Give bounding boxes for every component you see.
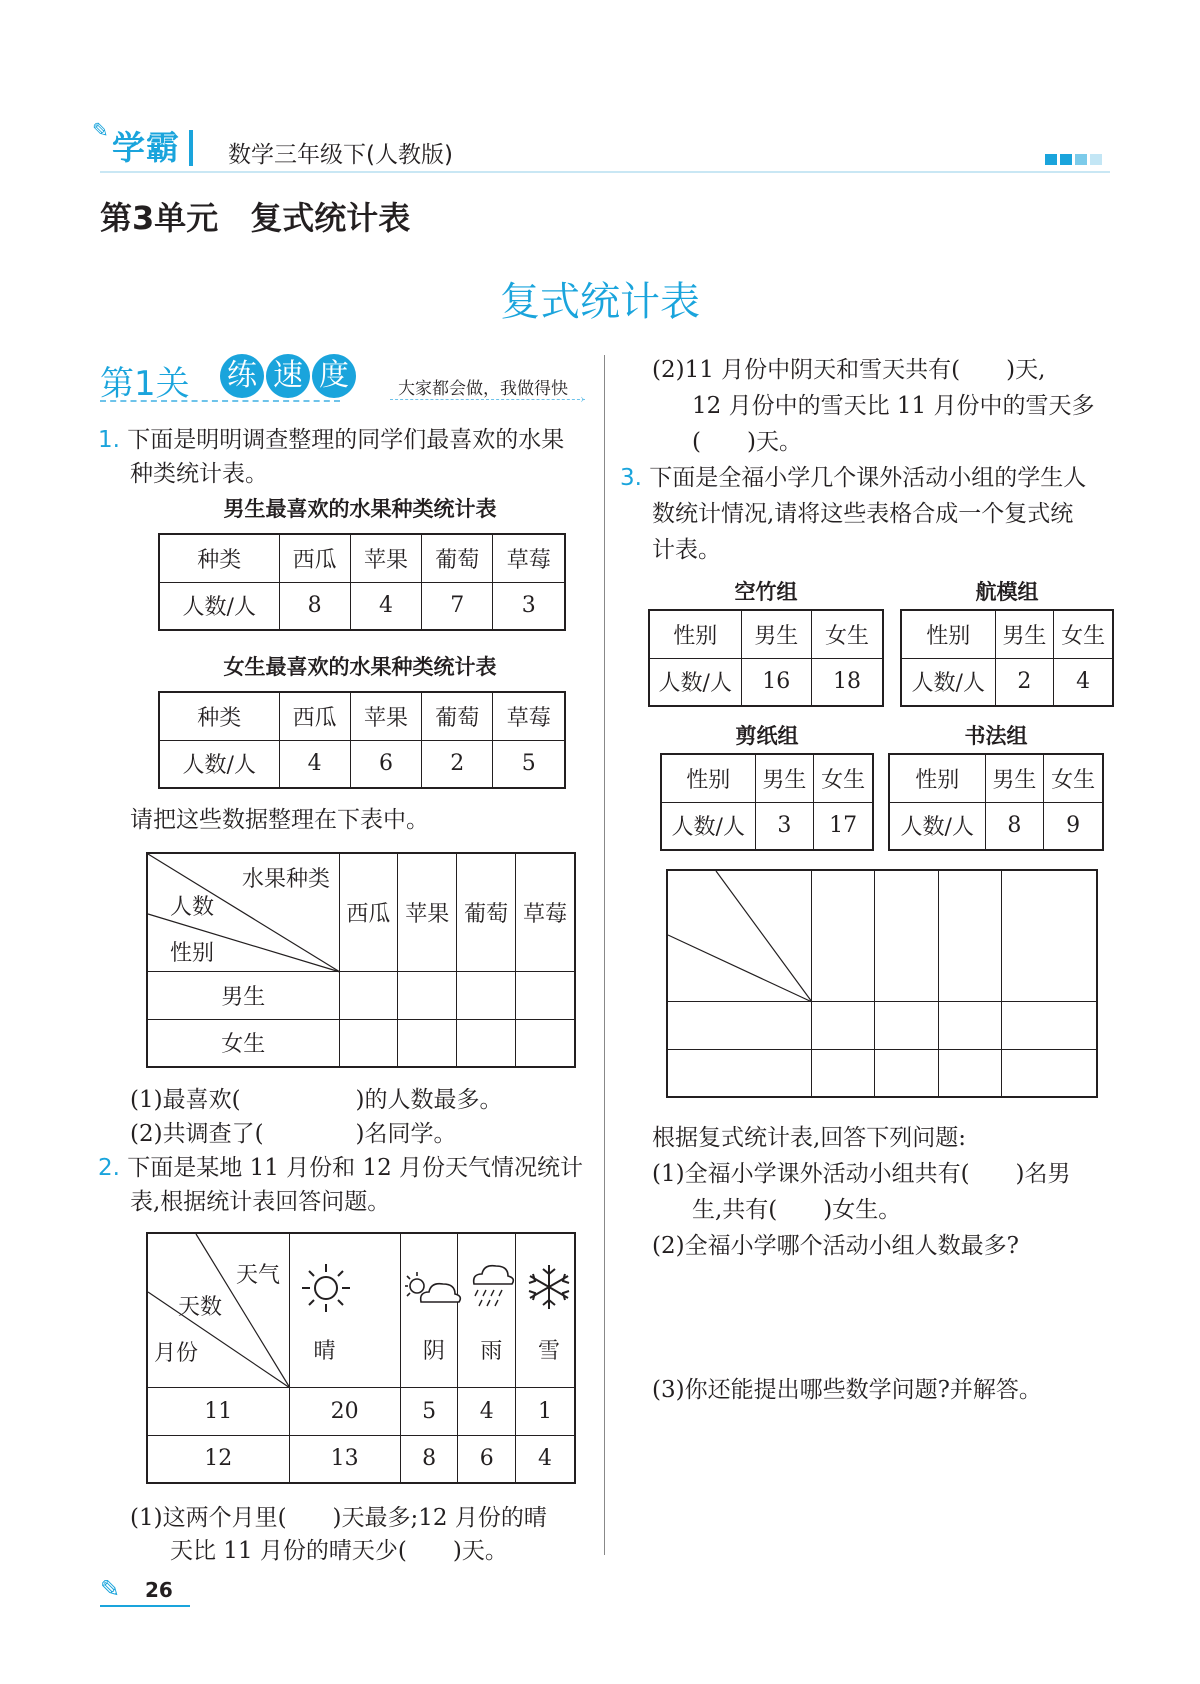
table-header-cell: 种类 [159, 534, 279, 582]
table-cell: 16 [741, 658, 812, 706]
pencil-icon: ✎ [100, 1575, 121, 1603]
sun-icon [300, 1262, 352, 1314]
table-header-cell: 女生 [1044, 754, 1103, 802]
answer-cell[interactable] [938, 870, 1002, 1001]
table-header-cell: 女生 [1054, 610, 1113, 658]
q3-sub3: (3)你还能提出哪些数学问题?并解答。 [652, 1377, 1042, 1403]
weather-header-sunny [289, 1233, 400, 1387]
corner-label-mid: 天数 [178, 1295, 223, 1320]
brand-logo-icon: ✎ [92, 118, 109, 142]
answer-cell[interactable] [398, 1019, 457, 1067]
table-header-cell: 西瓜 [339, 853, 398, 971]
table-header-cell: 性别 [901, 610, 995, 658]
answer-cell[interactable] [1002, 870, 1097, 1001]
group-table-jianzhi [660, 753, 874, 851]
table-cell: 9 [1044, 802, 1103, 850]
table-corner-cell [147, 1233, 289, 1387]
answer-cell[interactable] [339, 1019, 398, 1067]
level-label: 第1关 [100, 364, 190, 404]
q3-text-line1: 下面是全福小学几个课外活动小组的学生人 [649, 465, 1087, 491]
table-cell: 6 [350, 740, 421, 788]
table-cell: 4 [350, 582, 421, 630]
table-row-label: 人数/人 [901, 658, 995, 706]
weather-label: 雨 [480, 1339, 503, 1364]
table-header-cell: 男生 [995, 610, 1054, 658]
table-header-cell: 葡萄 [422, 534, 493, 582]
table-cell: 17 [814, 802, 873, 850]
q1-boys-caption: 男生最喜欢的水果种类统计表 [223, 497, 497, 521]
table-cell: 18 [812, 658, 883, 706]
snowflake-icon [524, 1262, 574, 1312]
answer-cell[interactable] [811, 870, 875, 1001]
table-header-cell: 女生 [814, 754, 873, 802]
table-cell: 2 [995, 658, 1054, 706]
page-title: 复式统计表 [500, 279, 700, 325]
table-cell: 1 [515, 1387, 575, 1435]
table-header-cell: 苹果 [350, 692, 421, 740]
table-row-label: 男生 [147, 971, 339, 1019]
table-row-label: 女生 [147, 1019, 339, 1067]
answer-cell[interactable] [339, 971, 398, 1019]
q1-girls-caption: 女生最喜欢的水果种类统计表 [223, 655, 497, 679]
table-header-cell: 西瓜 [279, 534, 350, 582]
q3-prompt: 根据复式统计表,回答下列问题: [652, 1125, 967, 1151]
corner-diagonals [668, 871, 812, 1002]
group-caption: 航模组 [975, 580, 1039, 604]
table-header-cell: 苹果 [350, 534, 421, 582]
table-header-cell: 葡萄 [457, 853, 516, 971]
page-number: 26 [145, 1578, 173, 1602]
level-char: 练 [220, 354, 264, 398]
q1-combined-table [146, 852, 576, 1068]
answer-cell[interactable] [938, 1001, 1002, 1049]
answer-cell[interactable] [875, 1049, 939, 1097]
table-header-cell: 苹果 [398, 853, 457, 971]
book-title: 数学三年级下(人教版) [228, 142, 453, 168]
table-cell: 2 [422, 740, 493, 788]
corner-label-mid: 人数 [170, 895, 215, 920]
weather-label: 晴 [313, 1339, 336, 1364]
q2-text-line1: 下面是某地 11 月份和 12 月份天气情况统计 [127, 1155, 584, 1181]
column-divider [604, 355, 605, 1555]
q2-sub1-line1: (1)这两个月里( )天最多;12 月份的晴 [130, 1505, 547, 1531]
q1-text-line1: 下面是明明调查整理的同学们最喜欢的水果 [127, 427, 565, 453]
group-caption: 剪纸组 [735, 724, 799, 748]
corner-label-top: 天气 [236, 1263, 281, 1288]
q2-text [98, 1150, 583, 1186]
group-table-kongzhu [648, 609, 884, 707]
level-badge [220, 354, 358, 398]
table-cell: 7 [422, 582, 493, 630]
table-cell: 8 [985, 802, 1044, 850]
table-header-cell: 西瓜 [279, 692, 350, 740]
table-header-cell: 草莓 [493, 534, 565, 582]
table-cell: 13 [289, 1435, 400, 1483]
answer-cell[interactable] [1002, 1049, 1097, 1097]
table-row-label: 人数/人 [889, 802, 985, 850]
q3-number: 3. [620, 465, 642, 491]
unit-title: 第3单元 复式统计表 [100, 199, 411, 237]
q3-text-line3: 计表。 [652, 537, 721, 563]
table-cell: 5 [493, 740, 565, 788]
table-corner-cell [667, 870, 811, 1001]
table-header-cell: 草莓 [515, 853, 575, 971]
header-rule [100, 171, 1110, 173]
table-row-label: 11 [147, 1387, 289, 1435]
table-row-label: 人数/人 [159, 740, 279, 788]
table-header-cell: 种类 [159, 692, 279, 740]
q2-text-line2: 表,根据统计表回答问题。 [130, 1189, 391, 1215]
table-cell: 4 [279, 740, 350, 788]
q1-text-line2: 种类统计表。 [130, 461, 268, 487]
q2-number: 2. [98, 1155, 120, 1181]
page-number-underline [100, 1605, 190, 1607]
level-slogan: 大家都会做，我做得快 [398, 379, 568, 399]
q3-sub1-line2: 生,共有( )女生。 [692, 1197, 902, 1223]
weather-label: 雪 [537, 1339, 560, 1364]
level-char: 速 [266, 354, 310, 398]
answer-cell[interactable] [515, 1019, 575, 1067]
table-header-cell: 男生 [985, 754, 1044, 802]
table-cell: 4 [1054, 658, 1113, 706]
corner-label-bottom: 月份 [154, 1341, 199, 1366]
corner-label-bottom: 性别 [170, 941, 215, 966]
table-cell: 5 [400, 1387, 458, 1435]
table-cell: 3 [493, 582, 565, 630]
answer-cell[interactable] [811, 1049, 875, 1097]
corner-label-top: 水果种类 [242, 867, 331, 892]
rain-icon [468, 1262, 518, 1312]
q1-sub1: (1)最喜欢( )的人数最多。 [130, 1087, 503, 1113]
q3-sub2: (2)全福小学哪个活动小组人数最多? [652, 1233, 1019, 1259]
answer-cell[interactable] [515, 971, 575, 1019]
answer-cell[interactable] [1002, 1001, 1097, 1049]
q1-sub2: (2)共调查了( )名同学。 [130, 1121, 457, 1147]
table-row-label: 12 [147, 1435, 289, 1483]
answer-cell[interactable] [938, 1049, 1002, 1097]
table-header-cell: 女生 [812, 610, 883, 658]
table-row-label: 人数/人 [159, 582, 279, 630]
q1-boys-table [158, 533, 566, 631]
q2-sub2-line2: 12 月份中的雪天比 11 月份中的雪天多 [692, 393, 1095, 419]
table-header-cell: 男生 [755, 754, 814, 802]
table-corner-cell [147, 853, 339, 971]
q1-girls-table [158, 691, 566, 789]
group-caption: 空竹组 [734, 580, 798, 604]
weather-label: 阴 [422, 1339, 445, 1364]
answer-cell[interactable] [457, 1019, 516, 1067]
q3-text [620, 460, 1086, 496]
answer-cell[interactable] [875, 870, 939, 1001]
table-cell: 4 [515, 1435, 575, 1483]
answer-cell[interactable] [875, 1001, 939, 1049]
brand-logo: 学霸 [112, 128, 180, 167]
table-cell: 6 [458, 1435, 516, 1483]
table-row-label: 人数/人 [661, 802, 755, 850]
q3-sub1-line1: (1)全福小学课外活动小组共有( )名男 [652, 1161, 1071, 1187]
table-cell: 3 [755, 802, 814, 850]
q2-sub2-line3: ( )天。 [692, 429, 802, 455]
weather-header-rainy [458, 1233, 516, 1387]
answer-cell[interactable] [398, 971, 457, 1019]
q1-number: 1. [98, 427, 120, 453]
q2-sub1-line2: 天比 11 月份的晴天少( )天。 [170, 1538, 508, 1564]
weather-header-cloudy [400, 1233, 458, 1387]
table-cell: 20 [289, 1387, 400, 1435]
header-squares [1045, 150, 1105, 169]
table-header-cell: 性别 [889, 754, 985, 802]
table-header-cell: 性别 [649, 610, 741, 658]
table-header-cell: 葡萄 [422, 692, 493, 740]
q1-instruction: 请把这些数据整理在下表中。 [130, 807, 429, 833]
cloudy-icon [403, 1270, 463, 1310]
level-underline [100, 400, 340, 402]
answer-cell[interactable] [457, 971, 516, 1019]
weather-header-snowy [515, 1233, 575, 1387]
arrow-right-icon: › [580, 392, 585, 406]
q2-weather-table [146, 1232, 576, 1484]
q3-blank-combined-table [666, 869, 1098, 1098]
answer-cell[interactable] [667, 1049, 811, 1097]
q3-text-line2: 数统计情况,请将这些表格合成一个复式统 [652, 501, 1074, 527]
group-caption: 书法组 [964, 724, 1028, 748]
table-row-label: 人数/人 [649, 658, 741, 706]
brand-divider [189, 130, 193, 166]
table-header-cell: 男生 [741, 610, 812, 658]
table-cell: 8 [279, 582, 350, 630]
table-cell: 4 [458, 1387, 516, 1435]
slogan-underline [390, 399, 585, 400]
group-table-shufa [888, 753, 1104, 851]
level-char: 度 [312, 354, 356, 398]
answer-cell[interactable] [667, 1001, 811, 1049]
answer-cell[interactable] [811, 1001, 875, 1049]
table-header-cell: 草莓 [493, 692, 565, 740]
group-table-hangmo [900, 609, 1114, 707]
q1-text [98, 422, 564, 458]
q2-sub2-line1: (2)11 月份中阴天和雪天共有( )天, [652, 357, 1046, 383]
table-header-cell: 性别 [661, 754, 755, 802]
table-cell: 8 [400, 1435, 458, 1483]
